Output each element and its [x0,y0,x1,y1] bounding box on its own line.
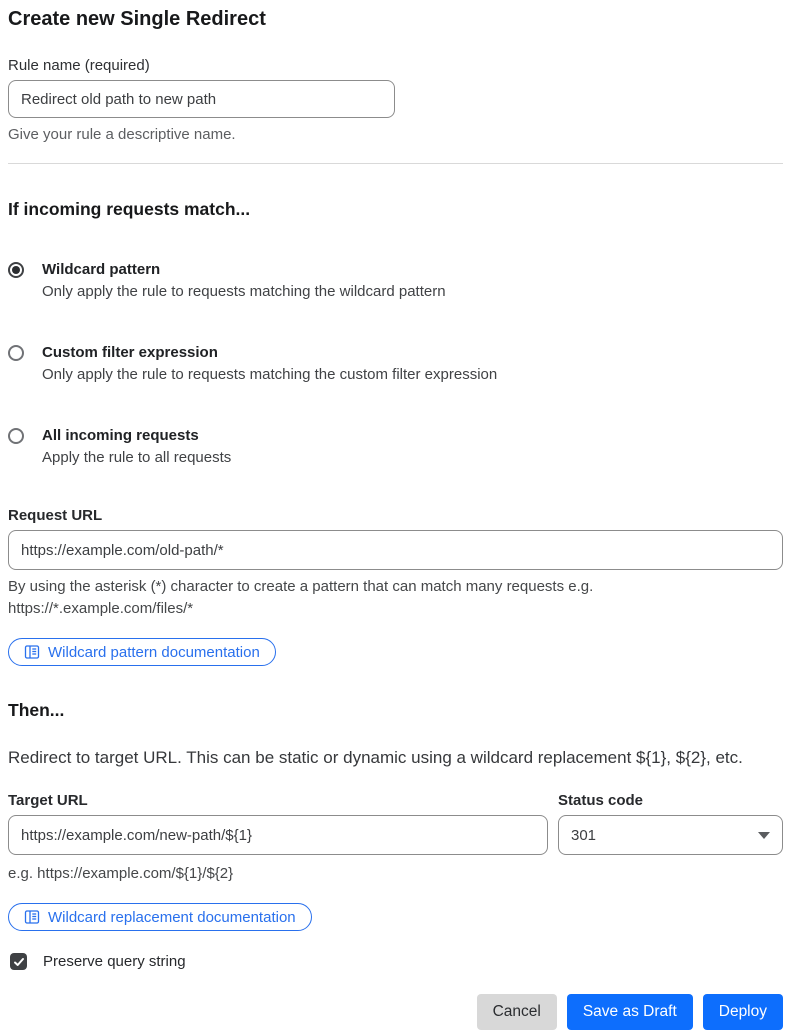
radio-description: Only apply the rule to requests matching the custom filter expression [42,366,498,383]
radio-description: Apply the rule to all requests [42,449,232,466]
radio-label: All incoming requests [42,427,199,444]
target-url-helper: e.g. https://example.com/${1}/${2} [8,865,234,882]
radio-selected-icon[interactable] [8,262,24,278]
preserve-query-string-row[interactable] [10,953,783,970]
target-row [8,791,783,855]
checkbox-checked-icon[interactable] [10,953,27,970]
book-icon [24,644,40,660]
cancel-button[interactable]: Cancel [477,994,557,1030]
radio-option-custom-filter-expression[interactable] [8,342,783,385]
doc-button-label: Wildcard pattern documentation [48,643,260,661]
save-as-draft-button[interactable]: Save as Draft [567,994,693,1030]
radio-option-all-incoming-requests[interactable] [8,425,783,468]
wildcard-pattern-docs-button[interactable] [8,638,276,666]
book-icon [24,909,40,925]
request-url-helper-line1: By using the asterisk (*) character to create a pattern that can match many requests e.g. [8,578,594,595]
footer-actions [8,994,783,1030]
target-url-label: Target URL [8,792,88,809]
request-url-helper-line2: https://*.example.com/files/* [8,600,194,617]
radio-unselected-icon[interactable] [8,428,24,444]
status-code-label: Status code [558,792,644,809]
radio-description: Only apply the rule to requests matching the wildcard pattern [42,283,446,300]
match-type-radio-group [8,259,783,468]
then-section-description: Redirect to target URL. This can be static or dynamic using a wildcard replacement ${1}, ${2}, etc. [8,748,743,767]
radio-option-wildcard-pattern[interactable] [8,259,783,302]
radio-label: Custom filter expression [42,344,218,361]
section-divider [8,163,783,164]
rule-name-label: Rule name (required) [8,57,150,74]
radio-label: Wildcard pattern [42,261,161,278]
rule-name-input[interactable] [8,80,395,118]
request-url-label: Request URL [8,507,103,524]
target-url-input[interactable] [8,815,548,855]
then-section-heading: Then... [8,700,65,720]
rule-name-helper: Give your rule a descriptive name. [8,126,236,143]
match-section-heading: If incoming requests match... [8,199,251,219]
preserve-query-string-label: Preserve query string [43,953,186,970]
doc-button-label: Wildcard replacement documentation [48,908,296,926]
chevron-down-icon [758,832,770,839]
status-code-value: 301 [571,826,597,844]
page-title: Create new Single Redirect [8,8,266,30]
deploy-button[interactable]: Deploy [703,994,783,1030]
radio-unselected-icon[interactable] [8,345,24,361]
request-url-input[interactable] [8,530,783,570]
status-code-select[interactable] [558,815,783,855]
wildcard-replacement-docs-button[interactable] [8,903,312,931]
